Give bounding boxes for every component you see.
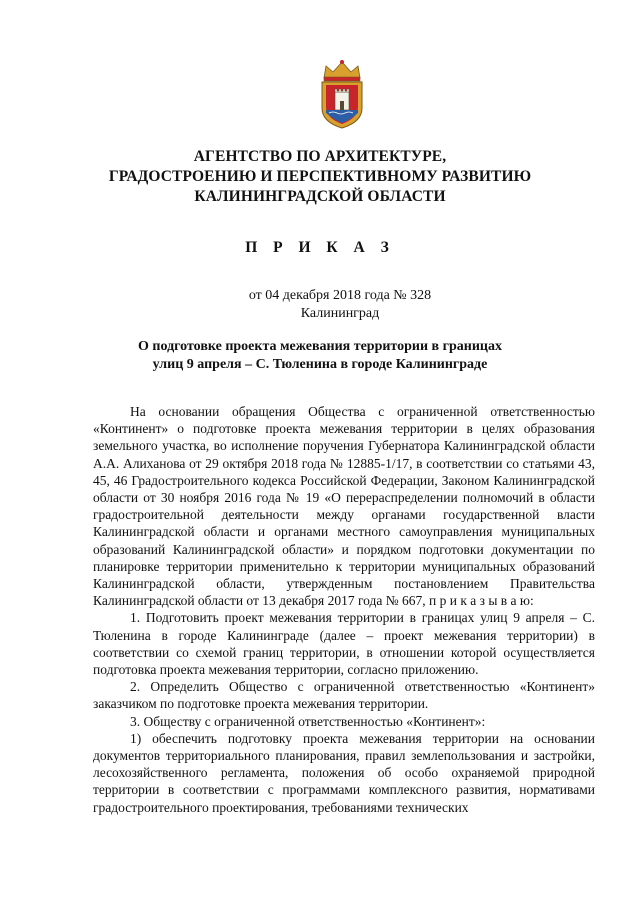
order-item-2: 2. Определить Общество с ограниченной ответственностью «Континент» заказчиком по подготовке проекта межевания территории. bbox=[93, 679, 595, 712]
agency-header bbox=[100, 147, 540, 207]
order-subject bbox=[100, 338, 540, 374]
order-date-block bbox=[140, 287, 540, 323]
order-date: от 04 декабря 2018 года № 328 bbox=[248, 288, 432, 303]
agency-name-line-2: ГРАДОСТРОЕНИЮ И ПЕРСПЕКТИВНОМУ РАЗВИТИЮ bbox=[108, 168, 532, 185]
document-body bbox=[93, 403, 595, 816]
agency-name-line-1: АГЕНТСТВО ПО АРХИТЕКТУРЕ, bbox=[193, 148, 447, 165]
order-item-3-1: 1) обеспечить подготовку проекта межевания территории на основании документов территориального планирования, правил землепользования и застройки, лесохозяйственного регламента, положения об особо охраняемой природной территории в соответствии с программами комплексного развития, нормативами градостроительного проектирования, требованиями технических bbox=[93, 730, 595, 815]
order-city: Калининград bbox=[300, 306, 380, 321]
subject-line-1: О подготовке проекта межевания территории в границах bbox=[138, 339, 502, 354]
order-title: П Р И К А З bbox=[245, 239, 395, 256]
subject-line-2: улиц 9 апреля – С. Тюленина в городе Калининграде bbox=[152, 357, 488, 372]
preamble-paragraph: На основании обращения Общества с ограниченной ответственностью «Континент» о подготовке проекта межевания территории в целях образования земельного участка, во исполнение поручения Губернатора Калининградской области А.А. Алиханова от 29 октября 2018 года № 12885-1/17, в соответствии со статьями 43, 45, 46 Градостроительного кодекса Российской Федерации, Законом Калининградской области от 30 ноября 2016 года № 19 «О перераспределении полномочий в области градостроительной деятельности между органами государственной власти Калининградской области и органами местного самоуправления муниципальных образований Калининградской области» и порядком подготовки документации по планировке территории применительно к территории муниципальных образований Калининградской области, утвержденным постановлением Правительства Калининградской области от 13 декабря 2017 года № 667, п р и к а з ы в а ю: bbox=[93, 404, 595, 609]
coat-of-arms-icon bbox=[316, 58, 368, 130]
order-item-1: 1. Подготовить проект межевания территории в границах улиц 9 апреля – С. Тюленина в городе Калининграде (далее – проект межевания территории) в соответствии со схемой границ территории, в отношении которой осуществляется подготовка проекта межевания территории, согласно приложению. bbox=[93, 610, 595, 678]
agency-name-line-3: КАЛИНИНГРАДСКОЙ ОБЛАСТИ bbox=[194, 188, 446, 205]
order-item-3: 3. Обществу с ограниченной ответственностью «Континент»: bbox=[130, 713, 486, 729]
